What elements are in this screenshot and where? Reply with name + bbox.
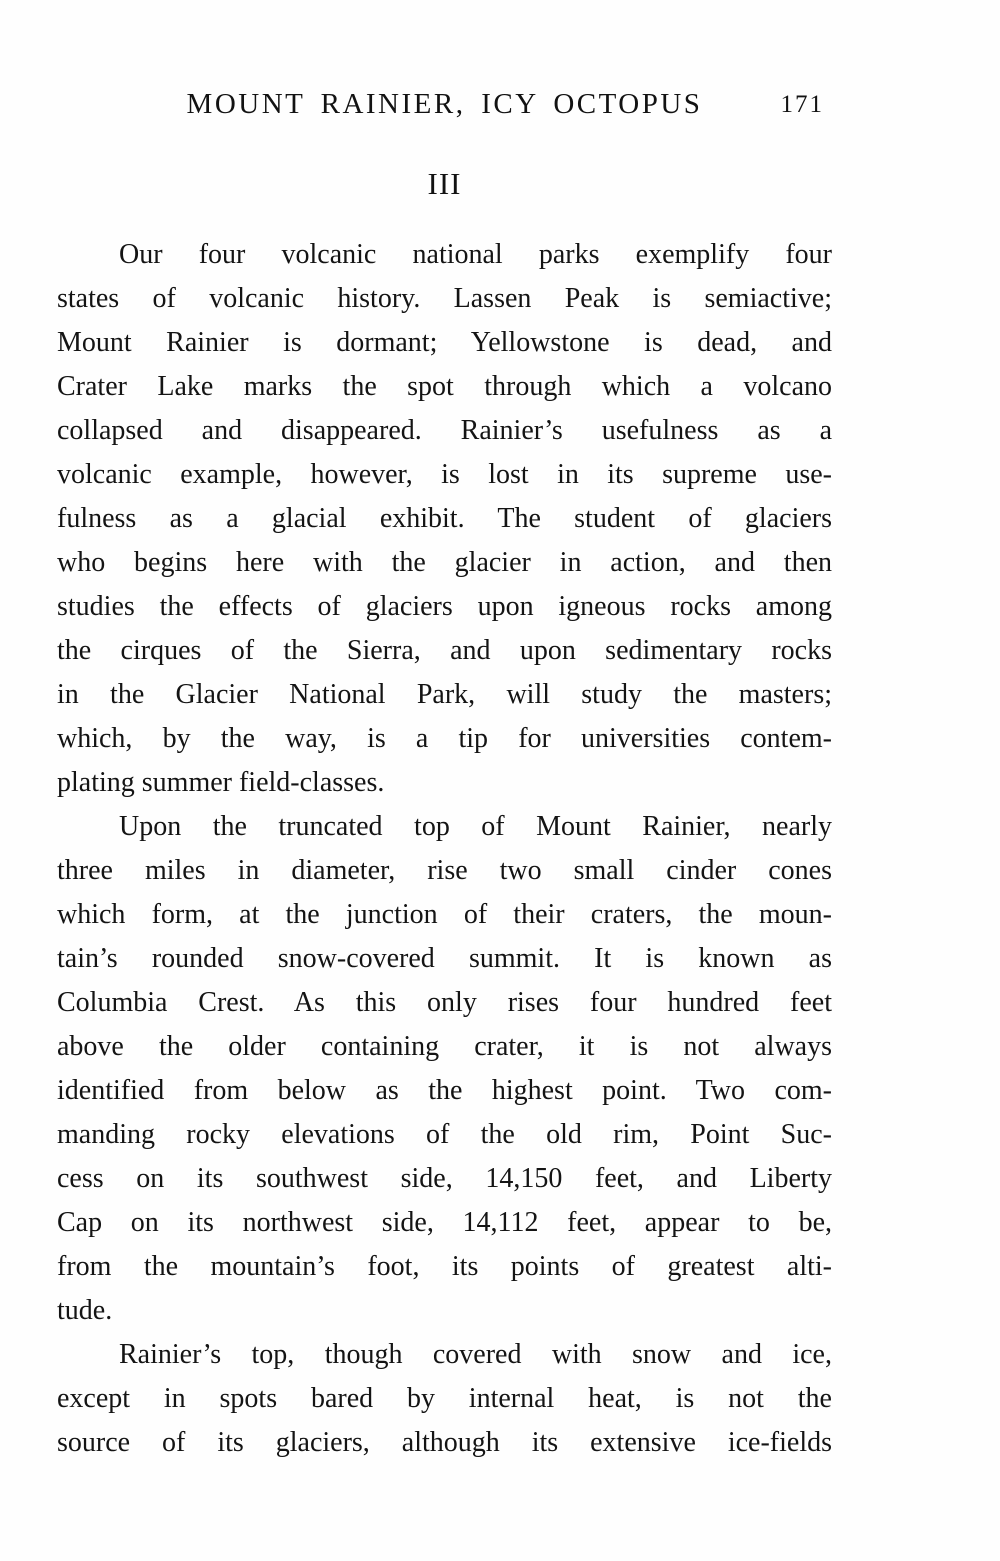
- body-text: [57, 233, 832, 1465]
- text-line: volcanic example, however, is lost in its supreme use-: [57, 459, 832, 490]
- text-line: except in spots bared by internal heat, is not the: [57, 1383, 832, 1414]
- text-line: source of its glaciers, although its extensive ice-fields: [57, 1427, 832, 1458]
- text-line: three miles in diameter, rise two small cinder cones: [57, 855, 832, 886]
- page-title: MOUNT RAINIER, ICY OCTOPUS: [186, 88, 703, 120]
- text-line: who begins here with the glacier in action, and then: [57, 547, 832, 578]
- text-line: the cirques of the Sierra, and upon sedimentary rocks: [57, 635, 832, 666]
- text-line: manding rocky elevations of the old rim, Point Suc-: [57, 1119, 832, 1150]
- text-line: Mount Rainier is dormant; Yellowstone is dead, and: [57, 327, 832, 358]
- text-line: identified from below as the highest point. Two com-: [57, 1075, 832, 1106]
- text-line: in the Glacier National Park, will study the masters;: [57, 679, 832, 710]
- page-number: 171: [780, 91, 824, 118]
- text-line: tude.: [57, 1295, 113, 1326]
- running-head: [57, 88, 832, 124]
- text-line: cess on its southwest side, 14,150 feet, and Liberty: [57, 1163, 832, 1194]
- text-line: collapsed and disappeared. Rainier’s usefulness as a: [57, 415, 832, 446]
- text-line: which form, at the junction of their craters, the moun-: [57, 899, 832, 930]
- text-line: states of volcanic history. Lassen Peak is semiactive;: [57, 283, 832, 314]
- text-line: Crater Lake marks the spot through which a volcano: [57, 371, 832, 402]
- text-line: from the mountain’s foot, its points of greatest alti-: [57, 1251, 832, 1282]
- text-line: which, by the way, is a tip for universities contem-: [57, 723, 832, 754]
- text-line: fulness as a glacial exhibit. The student of glaciers: [57, 503, 832, 534]
- text-line: Columbia Crest. As this only rises four hundred feet: [57, 987, 832, 1018]
- text-line: Our four volcanic national parks exemplify four: [119, 239, 832, 270]
- text-line: Rainier’s top, though covered with snow and ice,: [119, 1339, 832, 1370]
- text-line: tain’s rounded snow-covered summit. It is known as: [57, 943, 832, 974]
- text-line: Upon the truncated top of Mount Rainier, nearly: [119, 811, 832, 842]
- text-line: plating summer field-classes.: [57, 767, 385, 798]
- text-line: studies the effects of glaciers upon igneous rocks among: [57, 591, 832, 622]
- text-line: Cap on its northwest side, 14,112 feet, appear to be,: [57, 1207, 832, 1238]
- text-line: above the older containing crater, it is not always: [57, 1031, 832, 1062]
- section-heading: III: [427, 166, 462, 201]
